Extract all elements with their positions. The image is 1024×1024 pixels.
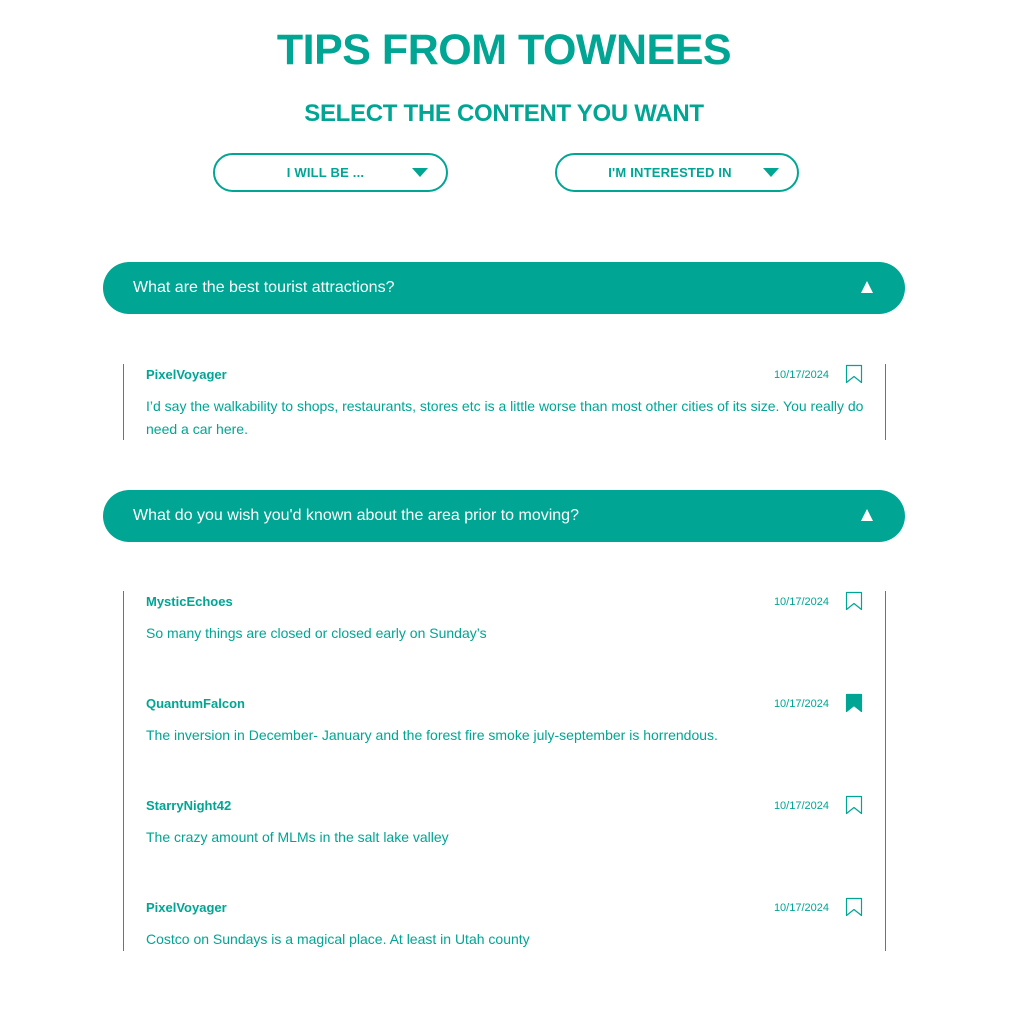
- role-dropdown-label: I WILL BE ...: [286, 165, 365, 180]
- question-accordion-header[interactable]: [103, 490, 905, 542]
- answer-date: 10/17/2024: [773, 698, 829, 710]
- question-text: What do you wish you'd known about the area prior to moving?: [133, 507, 579, 524]
- answer-text: So many things are closed or closed early on Sunday’s: [146, 625, 487, 641]
- answer-date: 10/17/2024: [773, 902, 829, 914]
- collapse-arrow-icon[interactable]: [861, 281, 873, 293]
- answer-author: StarryNight42: [146, 798, 232, 813]
- interest-dropdown[interactable]: [555, 153, 799, 192]
- page-subtitle: SELECT THE CONTENT YOU WANT: [304, 100, 704, 127]
- answer-item: [124, 594, 885, 674]
- bookmark-icon[interactable]: [845, 591, 863, 611]
- answer-author: QuantumFalcon: [146, 696, 245, 711]
- answer-item: [124, 900, 885, 950]
- answer-text: The inversion in December- January and the forest fire smoke july-september is horrendous.: [146, 727, 718, 743]
- answer-item: [124, 696, 885, 776]
- interest-dropdown-label: I'M INTERESTED IN: [608, 165, 732, 180]
- chevron-down-icon: [412, 168, 428, 177]
- answer-item: [124, 798, 885, 878]
- answer-item: [124, 367, 885, 439]
- answer-author: PixelVoyager: [146, 900, 227, 915]
- page-title: TIPS FROM TOWNEES: [276, 26, 732, 74]
- answer-author: PixelVoyager: [146, 367, 227, 382]
- bookmark-filled-icon[interactable]: [845, 693, 863, 713]
- bookmark-icon[interactable]: [845, 795, 863, 815]
- answer-date: 10/17/2024: [773, 596, 829, 608]
- bookmark-icon[interactable]: [845, 364, 863, 384]
- answer-text: Costco on Sundays is a magical place. At least in Utah county: [146, 931, 530, 947]
- answer-date: 10/17/2024: [773, 800, 829, 812]
- question-accordion-header[interactable]: [103, 262, 905, 314]
- question-text: What are the best tourist attractions?: [133, 279, 395, 296]
- bookmark-icon[interactable]: [845, 897, 863, 917]
- answer-date: 10/17/2024: [773, 369, 829, 381]
- answer-author: MysticEchoes: [146, 594, 233, 609]
- answer-list: [123, 364, 886, 440]
- answer-text: I’d say the walkability to shops, restaurants, stores etc is a little worse than most other cities of its size. You really do need a car here.: [146, 398, 864, 437]
- answer-text: The crazy amount of MLMs in the salt lake valley: [146, 829, 449, 845]
- answer-list: [123, 591, 886, 951]
- collapse-arrow-icon[interactable]: [861, 509, 873, 521]
- chevron-down-icon: [763, 168, 779, 177]
- role-dropdown[interactable]: [213, 153, 448, 192]
